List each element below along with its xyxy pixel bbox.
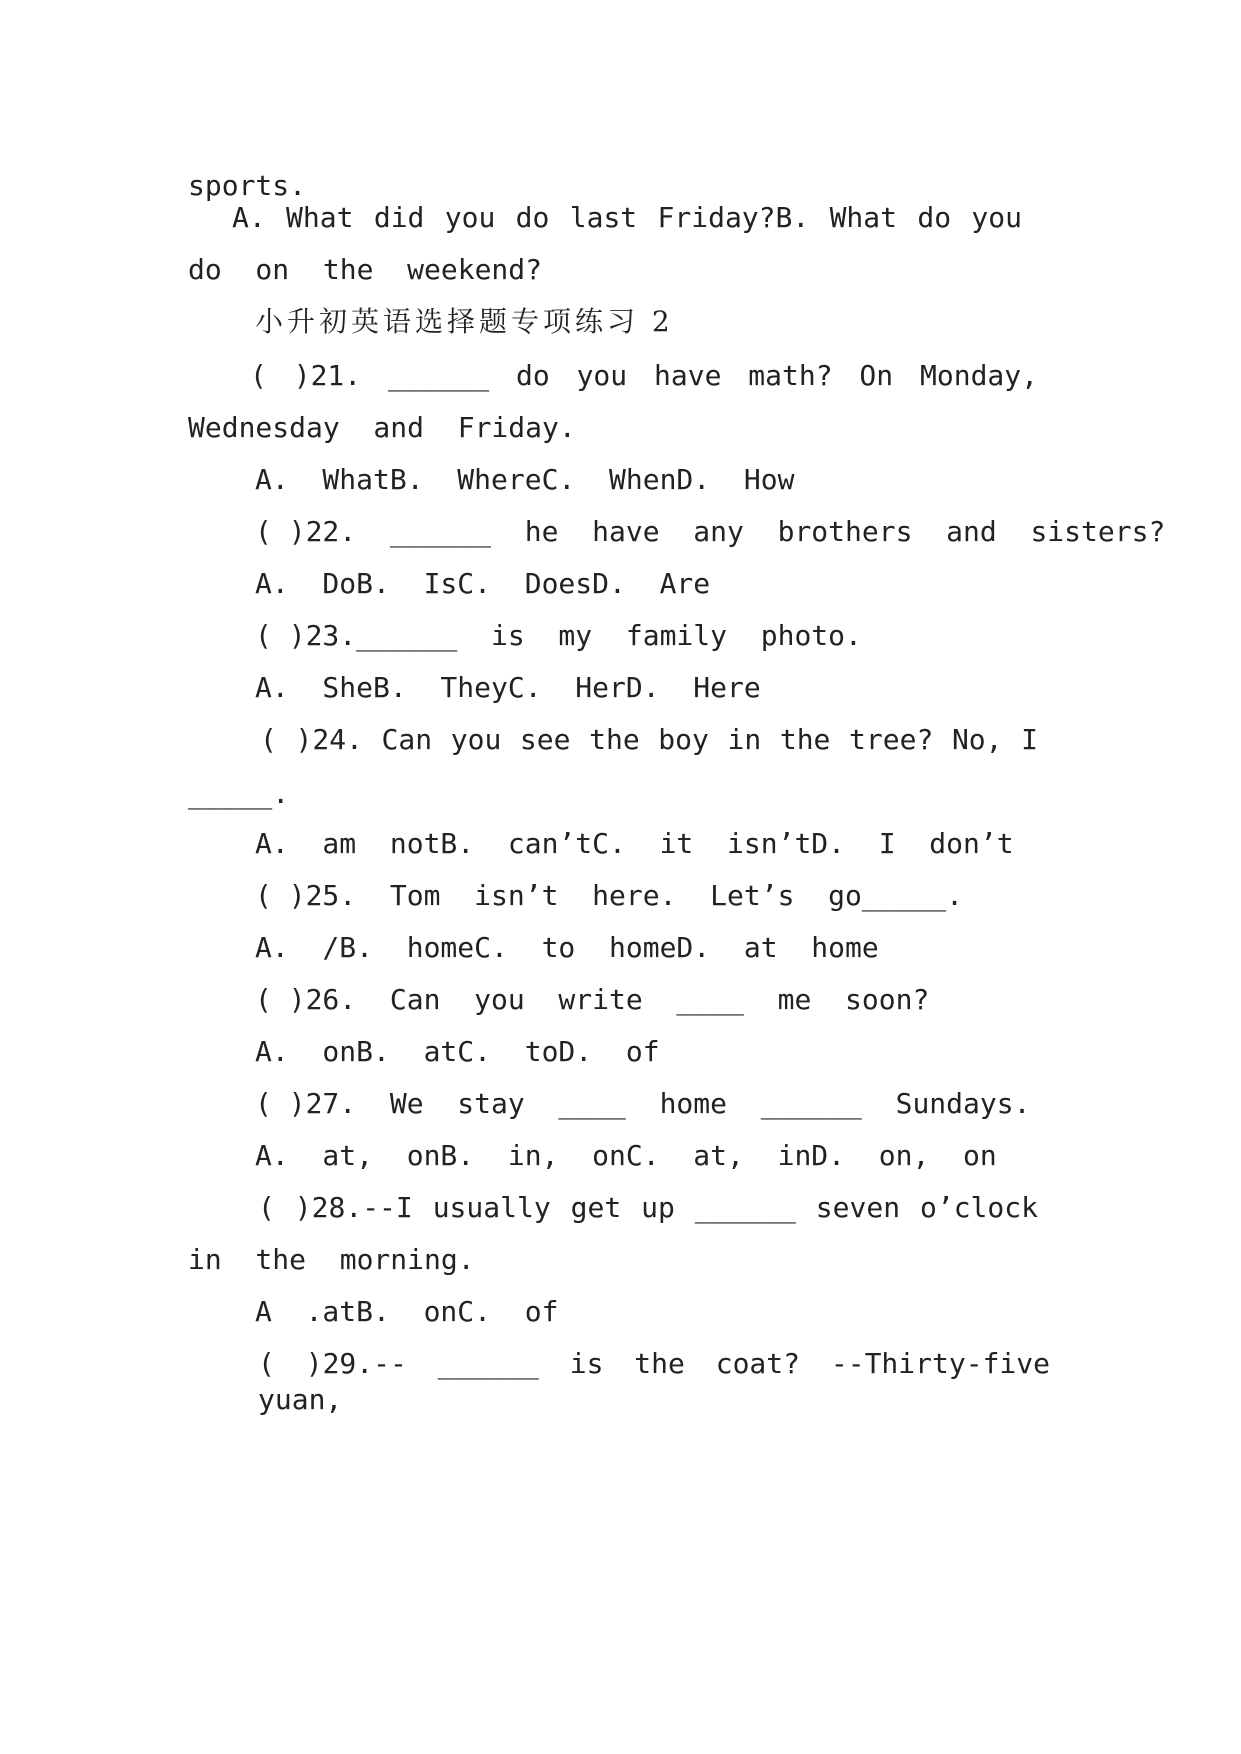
- question-line: ( )21. ______ do you have math? On Monday,: [250, 359, 1038, 392]
- options-line: A. WhatB. WhereC. WhenD. How: [255, 463, 795, 496]
- question-line: ( )27. We stay ____ home ______ Sundays.: [255, 1087, 1031, 1120]
- text-line: in the morning.: [188, 1243, 475, 1276]
- question-line: ( )29.-- ______ is the coat? --Thirty-five yuan,: [258, 1347, 1050, 1416]
- options-line: A .atB. onC. of: [255, 1295, 559, 1328]
- options-line: A. onB. atC. toD. of: [255, 1035, 660, 1068]
- options-line: A. am notB. can’tC. it isn’tD. I don’t: [255, 827, 1014, 860]
- text-line: do on the weekend?: [188, 253, 543, 286]
- question-line: ( )22. ______ he have any brothers and sisters?: [255, 515, 1166, 548]
- text-line: sports.: [188, 169, 307, 202]
- options-line: A. at, onB. in, onC. at, inD. on, on: [255, 1139, 997, 1172]
- question-line: ( )28.--I usually get up ______ seven o’clock: [258, 1191, 1038, 1224]
- options-line: A. /B. homeC. to homeD. at home: [255, 931, 879, 964]
- options-line: A. DoB. IsC. DoesD. Are: [255, 567, 711, 600]
- options-line: A. SheB. TheyC. HerD. Here: [255, 671, 761, 704]
- text-line: _____.: [188, 777, 290, 810]
- text-line: Wednesday and Friday.: [188, 411, 576, 444]
- question-line: ( )23.______ is my family photo.: [255, 619, 862, 652]
- question-line: ( )24. Can you see the boy in the tree? No, I: [260, 723, 1038, 756]
- question-line: ( )26. Can you write ____ me soon?: [255, 983, 930, 1016]
- question-line: ( )25. Tom isn’t here. Let’s go_____.: [255, 879, 964, 912]
- question-option-line: A. What did you do last Friday?B. What do you: [232, 201, 1022, 234]
- section-heading: 小升初英语选择题专项练习 2: [255, 305, 674, 338]
